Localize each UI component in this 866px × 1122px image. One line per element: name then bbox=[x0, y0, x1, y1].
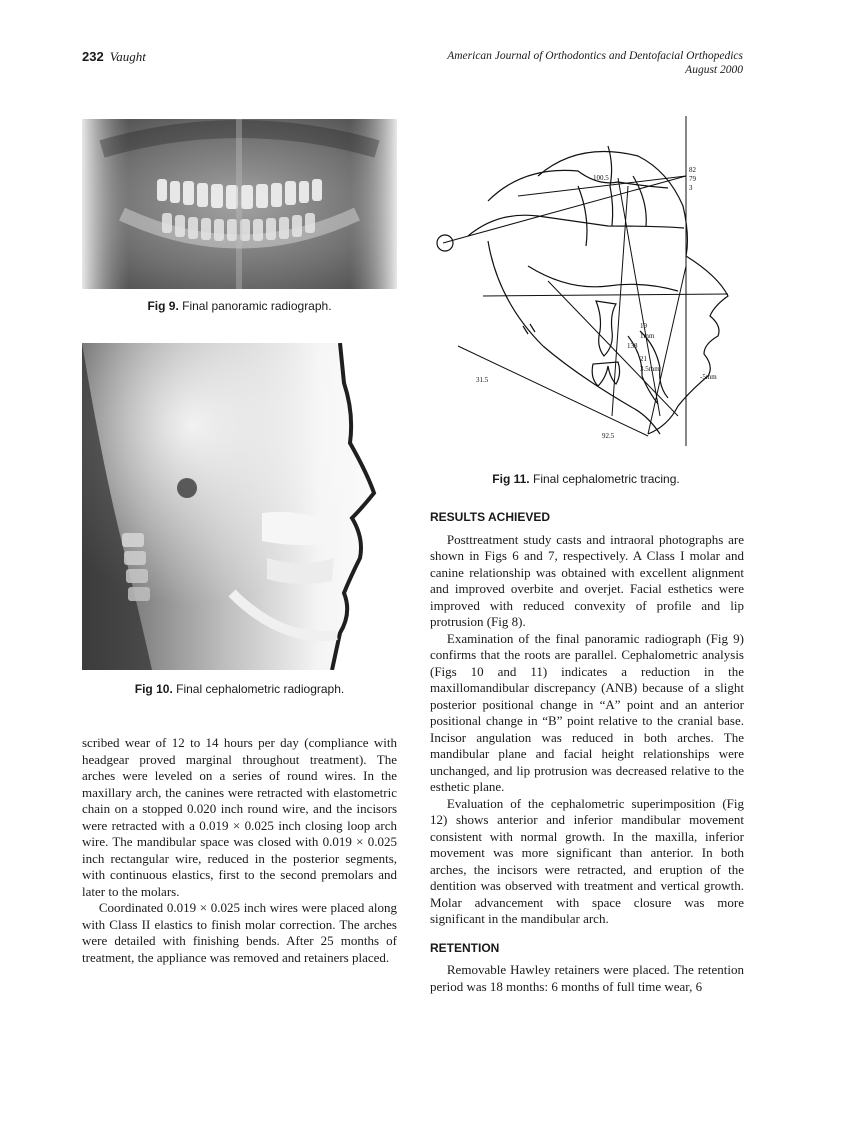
fig11-cephalometric-tracing bbox=[428, 116, 744, 446]
tracing-label-a7: 138 bbox=[627, 342, 638, 350]
fig10-caption bbox=[82, 682, 397, 696]
tracing-label-a9: 3.5mm bbox=[640, 365, 660, 373]
fig9-caption-text: Final panoramic radiograph. bbox=[182, 299, 332, 313]
left-paragraph-1: scribed wear of 12 to 14 hours per day (compliance with headgear proved marginal throughout treatment). The arches were leveled on a series of round wires. In the maxillary arch, the canines were retracted with elastometric chain on a stopped 0.020 inch round wire, and the incisors were retracted with a 0.019 × 0.025 inch closing loop arch wire. The mandibular space was closed with 0.019 × 0.025 inch rectangular wire, reduced in the posterior segments, with continuous elastics, first to the second premolars and later to the molars. bbox=[82, 735, 397, 899]
fig9-label: Fig 9. bbox=[147, 299, 179, 313]
retention-heading: RETENTION bbox=[430, 940, 500, 955]
tracing-label-a8: 21 bbox=[640, 355, 647, 363]
fig10-label: Fig 10. bbox=[134, 682, 173, 696]
fig9-panoramic-radiograph bbox=[82, 119, 397, 289]
results-paragraph-1: Posttreatment study casts and intraoral photographs are shown in Figs 6 and 7, respectively. A Class I molar and canine relationship was obtained with excellent alignment and improved overbite and overjet. Facial esthetics were improved with reduced convexity of profile and lip protrusion (Fig 8). bbox=[430, 531, 744, 629]
running-header-right bbox=[447, 49, 743, 77]
tracing-drawing bbox=[428, 116, 744, 446]
running-author: Vaught bbox=[109, 49, 146, 64]
results-heading: RESULTS ACHIEVED bbox=[430, 510, 551, 524]
running-header-left bbox=[82, 49, 146, 65]
fig11-caption bbox=[428, 472, 744, 486]
results-paragraph-3: Evaluation of the cephalometric superimposition (Fig 12) shows anterior and inferior mandibular movement consistent with normal growth. In the maxilla, inferior movement was more significant than anterior. In both arches, the incisors were retracted, and eruption of the dentition was observed with treatment and vertical growth. Molar advancement with space closure was more significant in the mandibular arch. bbox=[430, 795, 744, 926]
fig9-caption bbox=[82, 299, 397, 313]
tracing-label-a6: 1mm bbox=[640, 332, 655, 340]
retention-paragraph-1: Removable Hawley retainers were placed. The retention period was 18 months: 6 months of full time wear, 6 bbox=[430, 962, 744, 994]
fig10-cephalometric-radiograph bbox=[82, 343, 397, 670]
fig10-caption-text: Final cephalometric radiograph. bbox=[176, 682, 345, 696]
page-number: 232 bbox=[82, 49, 104, 64]
tracing-label-a5: 19 bbox=[640, 322, 647, 330]
tracing-label-a10: -5mm bbox=[700, 373, 717, 381]
tracing-label-a3: 79 bbox=[689, 175, 696, 183]
fig11-label: Fig 11. bbox=[492, 472, 530, 486]
tracing-label-a2: 82 bbox=[689, 166, 696, 174]
tracing-label-a11: 31.5 bbox=[476, 376, 489, 384]
tracing-label-a1: 100.5 bbox=[593, 174, 609, 182]
fig11-caption-text: Final cephalometric tracing. bbox=[532, 472, 680, 486]
issue-date: August 2000 bbox=[685, 64, 743, 76]
journal-title: American Journal of Orthodontics and Dentofacial Orthopedics bbox=[447, 50, 743, 62]
results-paragraph-2: Examination of the final panoramic radiograph (Fig 9) confirms that the roots are parallel. Cephalometric analysis (Figs 10 and 11) indicates a reduction in the maxillomandibular discrepancy (ANB) because of a slight posterior positional change in “A” point and an anterior positional change in “B” point relative to the cranial base. Incisor angulation was reduced in both arches. The mandibular plane and facial height relationships were unchanged, and lip protrusion was decreased relative to the esthetic plane. bbox=[430, 630, 744, 794]
left-column-text bbox=[82, 735, 397, 966]
tracing-label-a4: 3 bbox=[689, 184, 693, 192]
cephalometric-image bbox=[82, 343, 397, 670]
left-paragraph-2: Coordinated 0.019 × 0.025 inch wires were placed along with Class II elastics to finish molar correction. The arches were detailed with finishing bends. After 25 months of treatment, the appliance was removed and retainers placed. bbox=[82, 900, 397, 965]
tracing-label-a12: 92.5 bbox=[602, 432, 615, 440]
right-column-text bbox=[430, 509, 744, 995]
panoramic-image bbox=[82, 119, 397, 289]
